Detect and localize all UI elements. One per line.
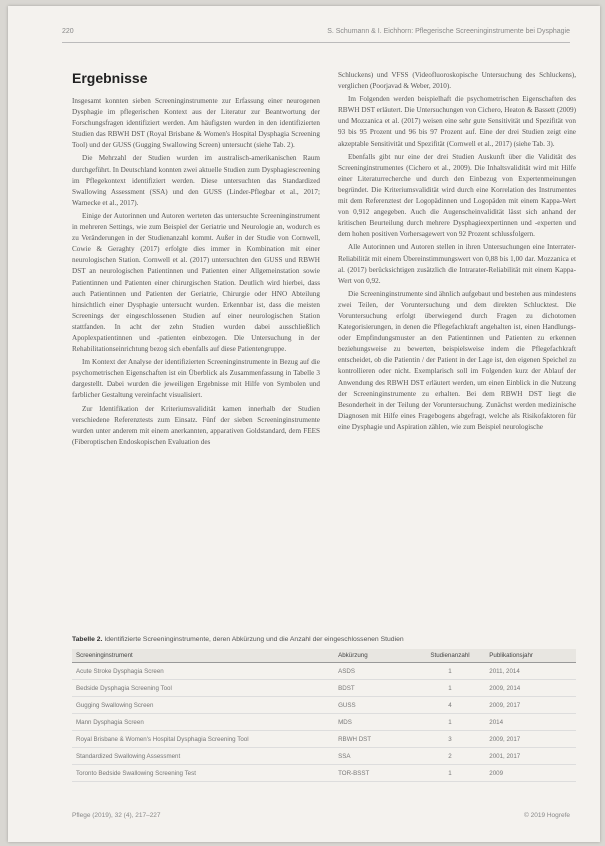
table-cell: Bedside Dysphagia Screening Tool: [72, 680, 334, 697]
table-cell: 2001, 2017: [485, 748, 576, 765]
paragraph: Alle Autorinnen und Autoren stellen in ihren Untersuchungen eine Interrater-Reliabilität mit einem Übereinstimmungswert von 0,88 bis 1,00 dar. Mozzanica et al. (2017) berücksichtigen zusätzlich die Intrarater-Reliabilität mit einem Kappa-Wert von 0,92.: [338, 243, 576, 285]
table-cell: MDS: [334, 714, 415, 731]
column-header: Screeninginstrument: [72, 649, 334, 663]
table-cell: BDST: [334, 680, 415, 697]
column-header: Publikationsjahr: [485, 649, 576, 663]
table-caption: [72, 636, 576, 643]
left-column: [72, 70, 320, 450]
table-cell: 1: [415, 663, 486, 680]
table-cell: Standardized Swallowing Assessment: [72, 748, 334, 765]
table-cell: 1: [415, 714, 486, 731]
table-cell: SSA: [334, 748, 415, 765]
paragraph: Zur Identifikation der Kriteriumsvalidität kamen innerhalb der Studien verschiedene Referenztests zum Einsatz. Fünf der sieben Screeninginstrumente wurden unter anderem mit einem anerkannten, apparativen Goldstandard, dem FEES (Fiberoptischen Endoskopischen Evaluation des: [72, 404, 320, 446]
paragraph: Insgesamt konnten sieben Screeninginstrumente zur Erfassung einer neurogenen Dysphagie im pflegerischen Kontext aus der Literatur zur Beantwortung der Forschungsfragen identifiziert werden. Am häufigsten wurden in den identifizierten Studien das RBWH DST (Royal Brisbane & Women's Hospital Dysphagia Screening Tool) und der GUSS (Gugging Swallowing Screen) untersucht (siehe Tab. 2).: [72, 97, 320, 150]
paragraph: Einige der Autorinnen und Autoren werteten das untersuchte Screeninginstrument in mehreren Settings, wie zum Beispiel der Geriatrie und Neurologie an, wodurch es zu Veränderungen in der Studienanzahl kommt. Außer in der Studie von Cornwell, Cowie & Geraghty (2017) erfolgte dies immer in Kombination mit einer neurologischen Station. Cornwell et al. (2017) untersuchten den GUSS und RBWH DST an neurologischen Patientinnen und Patienten einer Allgemeinstation sowie Patientinnen und Patienten einer chirurgischen Station. Deutlich wird hierbei, dass auch Patientinnen und Patienten der Geriatrie, Chirurgie oder HNO Abteilung hinsichtlich einer Dysphagie untersucht wurden. Erkennbar ist, dass die meisten Screenings der eingeschlossenen Studien auf einer neurologischen Station stattfanden. In acht der zehn Studien wurden dabei ausschließlich Apoplexpatientinnen und -patienten einbezogen. Die Untersuchung in der Rehabilitationseinrichtung bezog sich ebenfalls auf diese Patientengruppe.: [72, 211, 320, 354]
table-cell: 2009, 2014: [485, 680, 576, 697]
table-section: [72, 636, 576, 782]
table-row: [72, 765, 576, 782]
table-cell: Royal Brisbane & Women's Hospital Dysphagia Screening Tool: [72, 731, 334, 748]
paragraph: Die Screeninginstrumente sind ähnlich aufgebaut und bestehen aus mindestens zwei Teilen, der Voruntersuchung und dem direkten Schlucktest. Die Voruntersuchung erfolgt überwiegend durch Fragen zu dichotomen Kategorisierungen, in denen die Pflegefachkraft angehalten ist, einen Handlungs- oder Empfindungsmuster an den Patientinnen und Patienten zu erkennen beziehungsweise zu bewerten, beispielsweise indem die Pflegefachkraft entscheidet, ob die Patientin / der Patient in der Lage ist, den eigenen Speichel zu kontrollieren oder nicht. Exemplarisch soll im Folgenden kurz der Ablauf der Anwendung des RBWH DST erläutert werden, um einen Einblick in die Nutzung der Screeninginstrumente zu erhalten. Bei dem RBWH DST liegt die Besonderheit in der Teilung der Voruntersuchung. Zunächst werden medizinische Diagnosen mit Hilfe eines Fragebogens abgefragt, welche als Risikofaktoren für eine Dysphagie und Aspiration zählen, wie zum Beispiel neurologische: [338, 289, 576, 431]
column-header: Studienanzahl: [415, 649, 486, 663]
header-divider: [62, 42, 570, 43]
running-head-title: S. Schumann & I. Eichhorn: Pflegerische Screeninginstrumente bei Dysphagie: [327, 28, 570, 35]
table-row: [72, 731, 576, 748]
paragraph: Die Mehrzahl der Studien wurden im australisch-amerikanischen Raum durchgeführt. In Deutschland konnten zwei aktuelle Studien zum Dysphagiescreening im Pflegekontext identifiziert werden. Diese untersuchten das Standardized Swallowing Assessment (SSA) und den GUSS (Linder-Pflegbar et al., 2017; Warnecke et al., 2017).: [72, 154, 320, 207]
footer-citation: Pflege (2019), 32 (4), 217–227: [72, 812, 161, 819]
table-header-row: [72, 649, 576, 663]
page-number: 220: [62, 28, 74, 35]
table-cell: TOR-BSST: [334, 765, 415, 782]
table-cell: 1: [415, 765, 486, 782]
table-cell: GUSS: [334, 697, 415, 714]
paragraph: Im Kontext der Analyse der identifizierten Screeninginstrumente in Bezug auf die psychometrischen Eigenschaften ist ein Überblick als Zusammenfassung in Tabelle 3 dargestellt. Dabei wurden die jeweiligen Ergebnisse mit Hilfe von Symbolen und farblicher Gestaltung vereinfacht visualisiert.: [72, 358, 320, 400]
table-cell: Acute Stroke Dysphagia Screen: [72, 663, 334, 680]
table-cell: 2011, 2014: [485, 663, 576, 680]
table-cell: 2009, 2017: [485, 697, 576, 714]
table-row: [72, 680, 576, 697]
table-cell: 2009: [485, 765, 576, 782]
instruments-table: [72, 649, 576, 782]
running-head: [62, 28, 570, 40]
table-cell: 2009, 2017: [485, 731, 576, 748]
column-header: Abkürzung: [334, 649, 415, 663]
table-cell: RBWH DST: [334, 731, 415, 748]
right-column: [338, 70, 576, 435]
table-caption-label: Tabelle 2.: [72, 636, 103, 643]
table-cell: 1: [415, 680, 486, 697]
paragraph: Schluckens) und VFSS (Videofluoroskopische Untersuchung des Schluckens), verglichen (Poorjavad & Weber, 2010).: [338, 71, 576, 91]
table-row: [72, 697, 576, 714]
table-cell: Gugging Swallowing Screen: [72, 697, 334, 714]
table-cell: Toronto Bedside Swallowing Screening Test: [72, 765, 334, 782]
paragraph: Ebenfalls gibt nur eine der drei Studien Auskunft über die Validität des Screeninginstrumentes (Cichero et al., 2009). Die Inhaltsvalidität wird mit Hilfe einer Literaturrecherche und durch den Einbezug von Expertenmeinungen begründet. Die Kriteriumsvalidität wird durch eine Korrelation des Instrumentes mit dem Referenztest der Logopädinnen und Logopäden mit einem Kappa-Wert von 0,912 angegeben. Auch die Augenscheinvalidität lässt sich anhand der kritischen Beurteilung durch mehrere Dysphagieexpertinnen und -experten und dem hohen positiven Vorhersagewert von 92 Prozent schlussfolgern.: [338, 152, 576, 239]
table-cell: 4: [415, 697, 486, 714]
table-cell: 3: [415, 731, 486, 748]
table-cell: 2: [415, 748, 486, 765]
table-cell: 2014: [485, 714, 576, 731]
section-title: Ergebnisse: [72, 70, 148, 86]
table-row: [72, 748, 576, 765]
table-cell: ASDS: [334, 663, 415, 680]
document-page: [8, 6, 600, 842]
table-row: [72, 714, 576, 731]
table-cell: Mann Dysphagia Screen: [72, 714, 334, 731]
paragraph: Im Folgenden werden beispielhaft die psychometrischen Eigenschaften des RBWH DST erläutert. Die Untersuchungen von Cichero, Heaton & Bassett (2009) und Mozzanica et al. (2017) weisen eine sehr gute Sensitivität und Spezifität von 93 bis 95 Prozent und 96 bis 97 Prozent auf. Eine der drei Studien zeigt eine akzeptable Sensitivität und Spezifität (Cornwell et al., 2017) (siehe Tab. 3).: [338, 95, 576, 148]
table-row: [72, 663, 576, 680]
table-caption-text: Identifizierte Screeninginstrumente, deren Abkürzung und die Anzahl der eingeschlossenen Studien: [104, 636, 404, 643]
footer-copyright: © 2019 Hogrefe: [524, 812, 570, 819]
